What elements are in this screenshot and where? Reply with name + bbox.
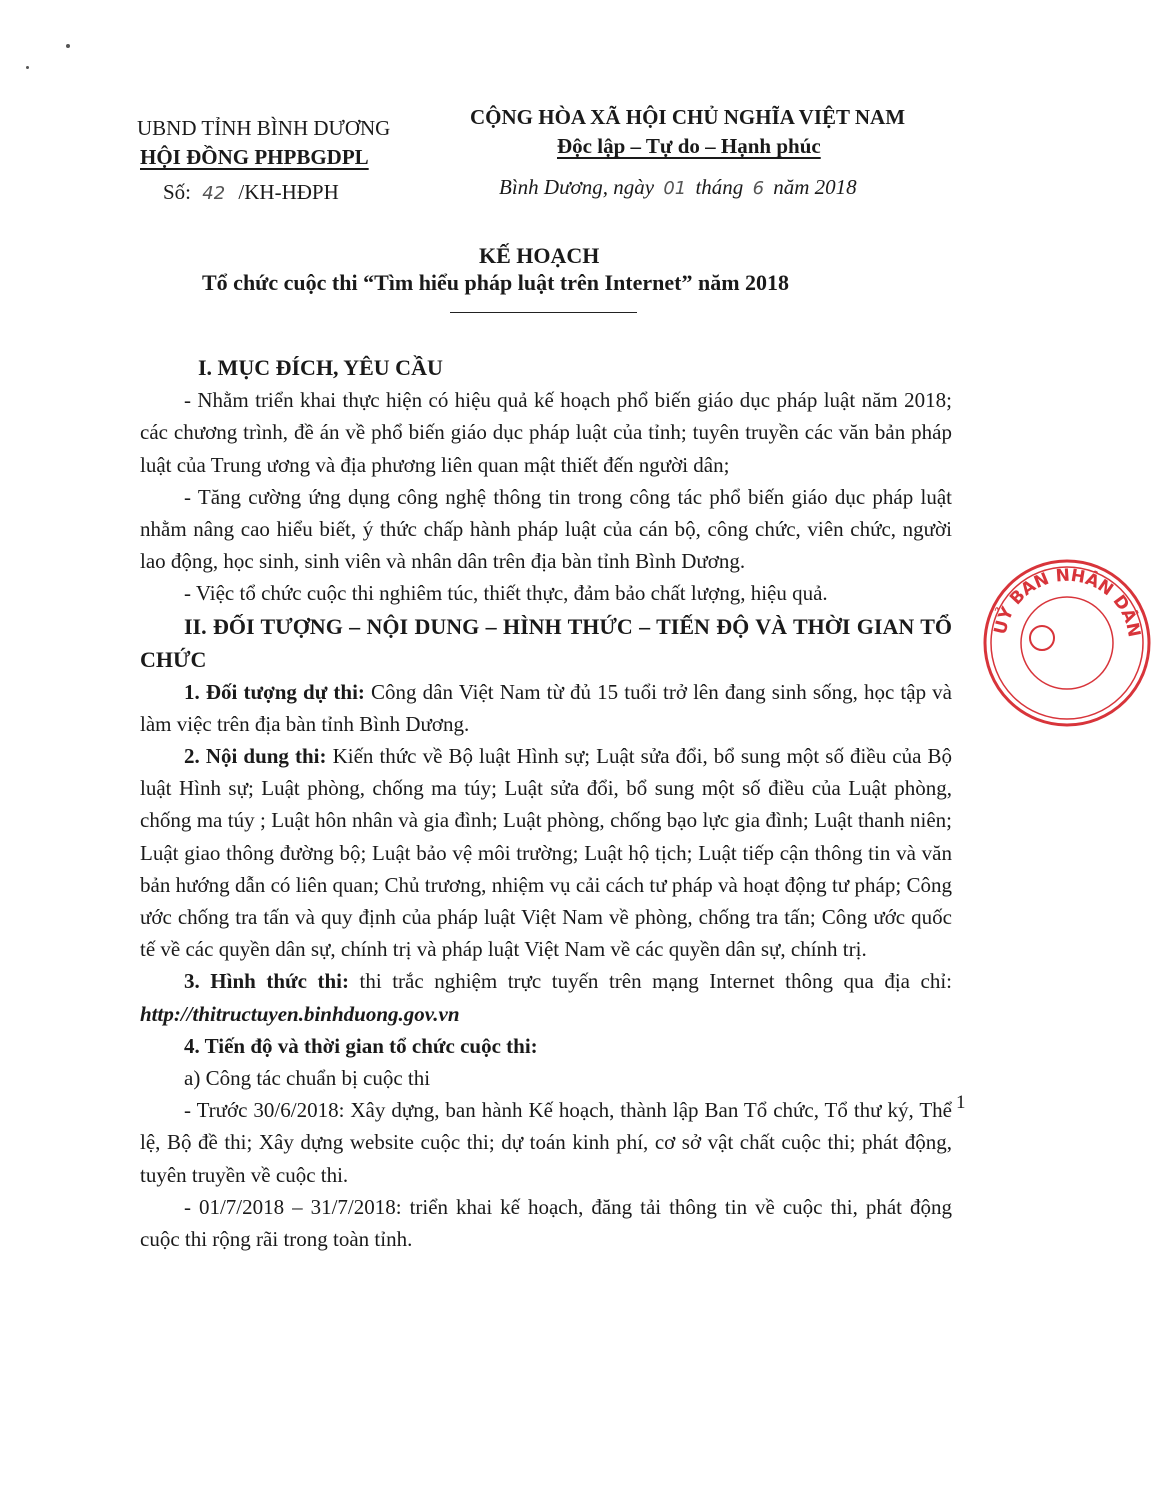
official-seal-stamp xyxy=(982,558,1152,728)
title-underline xyxy=(450,312,637,313)
contest-url: http://thitructuyen.binhduong.gov.vn xyxy=(140,1001,460,1026)
section-2-item-1 xyxy=(140,676,952,740)
item-3-text: thi trắc nghiệm trực tuyến trên mạng Internet thông qua địa chỉ: xyxy=(348,969,953,994)
number-suffix: /KH-HĐPH xyxy=(238,180,339,204)
document-title: KẾ HOẠCH xyxy=(479,243,600,268)
issuer-authority: UBND TỈNH BÌNH DƯƠNG xyxy=(137,116,391,140)
year-label: năm 2018 xyxy=(773,175,857,199)
seal-center-ring xyxy=(1021,597,1113,689)
number-label: Số: xyxy=(163,180,192,204)
scan-speck xyxy=(66,44,70,48)
issuer-council: HỘI ĐỒNG PHPBGDPL xyxy=(140,145,369,169)
day-handwritten: 01 xyxy=(663,178,687,199)
section-1-heading: I. MỤC ĐÍCH, YÊU CẦU xyxy=(198,355,443,380)
item-4-label: 4. Tiến độ và thời gian tổ chức cuộc thi: xyxy=(184,1033,538,1058)
item-1-text: Công dân Việt Nam từ đủ 15 tuổi trở lên đang sinh sống, học tập và làm việc trên địa bàn tỉnh Bình Dương. xyxy=(140,679,953,736)
seal-text: UỶ BAN NHÂN DÂN xyxy=(990,565,1144,639)
issue-date xyxy=(499,175,857,200)
item-3-label: 3. Hình thức thi: xyxy=(184,969,349,994)
national-title: CỘNG HÒA XÃ HỘI CHỦ NGHĨA VIỆT NAM xyxy=(470,105,906,129)
section-1-paragraph: - Tăng cường ứng dụng công nghệ thông tin trong công tác phổ biến giáo dục pháp luật nhằm nâng cao hiểu biết, ý thức chấp hành pháp luật của cán bộ, công chức, viên chức, người lao động, học sinh, sinh viên và nhân dân trên địa bàn tỉnh Bình Dương. xyxy=(140,484,952,574)
date-prefix: Bình Dương, ngày xyxy=(499,175,655,199)
document-body xyxy=(140,352,952,1255)
item-1-label: 1. Đối tượng dự thi: xyxy=(184,679,365,704)
section-1-paragraph: - Việc tổ chức cuộc thi nghiêm túc, thiết thực, đảm bảo chất lượng, hiệu quả. xyxy=(184,581,828,606)
section-2-heading: II. ĐỐI TƯỢNG – NỘI DUNG – HÌNH THỨC – TIẾN ĐỘ VÀ THỜI GIAN TỔ CHỨC xyxy=(140,613,952,672)
section-2-item-2 xyxy=(140,740,952,965)
document-number xyxy=(163,180,339,205)
seal-emblem-icon xyxy=(1030,626,1054,650)
month-handwritten: 6 xyxy=(752,178,765,199)
document-subtitle: Tổ chức cuộc thi “Tìm hiểu pháp luật trên Internet” năm 2018 xyxy=(202,270,790,295)
page-number: 1 xyxy=(956,1092,966,1113)
item-2-label: 2. Nội dung thi: xyxy=(184,744,327,769)
section-2-item-4 xyxy=(140,1030,952,1062)
month-label: tháng xyxy=(695,175,744,199)
item-2-text: Kiến thức về Bộ luật Hình sự; Luật sửa đổi, bổ sung một số điều của Bộ luật Hình sự; Luật phòng, chống ma túy; Luật sửa đổi, bổ sung một số điều của Luật phòng, chống ma túy ; Luật hôn nhân và gia đình; Luật phòng, chống bạo lực gia đình; Luật thanh niên; Luật giao thông đường bộ; Luật bảo vệ môi trường; Luật hộ tịch; Luật tiếp cận thông tin và văn bản hướng dẫn có liên quan; Chủ trương, nhiệm vụ cải cách tư pháp và hoạt động tư pháp; Công ước chống tra tấn và quy định của pháp luật Việt Nam về phòng, chống tra tấn; Công ước quốc tế về các quyền dân sự, chính trị và pháp luật Việt Nam về các quyền dân sự, chính trị. xyxy=(140,744,952,962)
section-2-item-3 xyxy=(140,965,952,1029)
item-4a-heading: a) Công tác chuẩn bị cuộc thi xyxy=(184,1066,431,1091)
item-4a-paragraph: - Trước 30/6/2018: Xây dựng, ban hành Kế hoạch, thành lập Ban Tổ chức, Tổ thư ký, Thể lệ, Bộ đề thi; Xây dựng website cuộc thi; dự toán kinh phí, cơ sở vật chất cuộc thi; phát động, tuyên truyền về cuộc thi. xyxy=(140,1098,952,1187)
number-handwritten: 42 xyxy=(202,183,226,204)
national-motto: Độc lập – Tự do – Hạnh phúc xyxy=(557,134,821,158)
scan-speck xyxy=(26,66,29,69)
item-4a-paragraph: - 01/7/2018 – 31/7/2018: triển khai kế hoạch, đăng tải thông tin về cuộc thi, phát động cuộc thi rộng rãi trong toàn tỉnh. xyxy=(140,1194,952,1252)
section-1-paragraph: - Nhằm triển khai thực hiện có hiệu quả kế hoạch phổ biến giáo dục pháp luật năm 2018; các chương trình, đề án về phổ biến giáo dục pháp luật của tỉnh; tuyên truyền các văn bản pháp luật của Trung ương và địa phương liên quan mật thiết đến người dân; xyxy=(140,388,952,477)
